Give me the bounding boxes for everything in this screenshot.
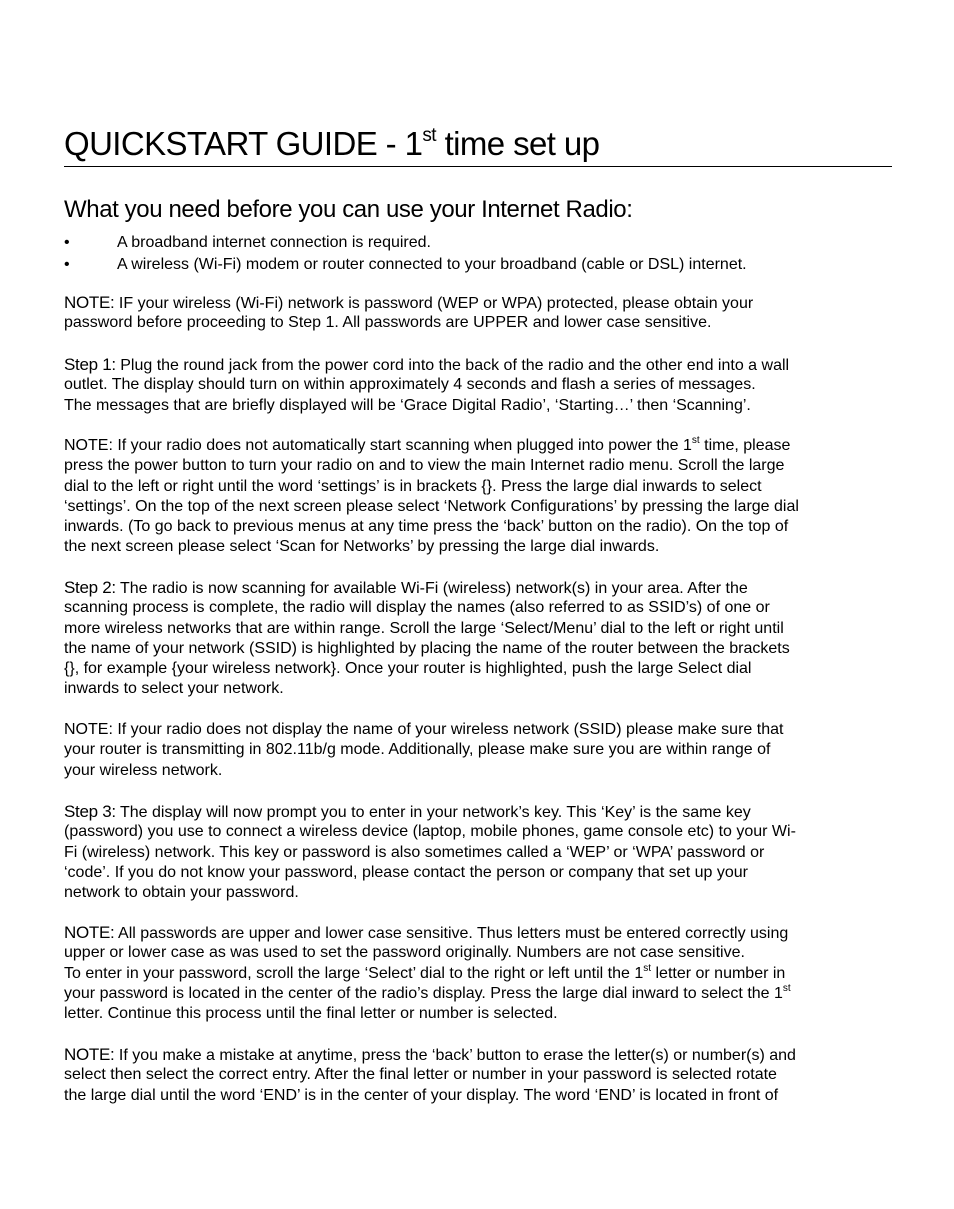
title-main: QUICKSTART GUIDE - 1 xyxy=(64,125,423,162)
text-line: {}, for example {your wireless network}. Once your router is highlighted, push the large Select dial xyxy=(64,660,752,678)
title-rest: time set up xyxy=(436,125,600,162)
section-heading: What you need before you can use your Internet Radio: xyxy=(64,196,633,223)
text-line: (password) you use to connect a wireless device (laptop, mobile phones, game console etc) to your Wi- xyxy=(64,823,796,841)
text-line: network to obtain your password. xyxy=(64,884,299,902)
bullet-icon: • xyxy=(64,256,70,273)
text-line: letter or number in xyxy=(651,964,786,982)
text-line: inwards. (To go back to previous menus at any time press the ‘back’ button on the radio). On the top of xyxy=(64,518,789,536)
text-line: Fi (wireless) network. This key or password is also sometimes called a ‘WEP’ or ‘WPA’ password or xyxy=(64,843,765,861)
text-line: your router is transmitting in 802.11b/g mode. Additionally, please make sure you are within range of xyxy=(64,741,771,759)
text-line: the large dial until the word ‘END’ is in the center of your display. The word ‘END’ is located in front of xyxy=(64,1086,779,1104)
note-label: NOTE: xyxy=(64,293,115,312)
note-ssid-paragraph xyxy=(64,720,892,781)
superscript: st xyxy=(691,435,700,446)
note-mistake-paragraph xyxy=(64,1045,892,1106)
superscript: st xyxy=(643,962,652,974)
step-label: Step 1: xyxy=(64,355,116,374)
text-line: the name of your network (SSID) is highlighted by placing the name of the router between the brackets xyxy=(64,639,790,657)
text-line: IF your wireless (Wi-Fi) network is password (WEP or WPA) protected, please obtain your xyxy=(114,295,754,312)
text-line: ‘code’. If you do not know your password, please contact the person or company that set up your xyxy=(64,863,748,881)
text-line: upper or lower case as was used to set the password originally. Numbers are not case sensitive. xyxy=(64,944,745,962)
list-item xyxy=(64,254,892,276)
note-label: NOTE: xyxy=(64,1045,115,1064)
text-line: NOTE: If your radio does not automatically start scanning when plugged into power the 1 xyxy=(64,437,692,454)
step-3-paragraph xyxy=(64,802,892,903)
text-line: outlet. The display should turn on within approximately 4 seconds and flash a series of messages. xyxy=(64,376,756,394)
bullet-icon: • xyxy=(64,234,70,251)
text-line: inwards to select your network. xyxy=(64,680,284,698)
list-item xyxy=(64,232,892,254)
text-line: All passwords are upper and lower case sensitive. Thus letters must be entered correctly using xyxy=(114,925,789,942)
step-label: Step 3: xyxy=(64,802,116,821)
note-scanning-paragraph xyxy=(64,436,892,558)
text-line: dial to the left or right until the word ‘settings’ is in brackets {}. Press the large dial inwards to select xyxy=(64,477,762,495)
step-label: Step 2: xyxy=(64,578,116,597)
text-line: scanning process is complete, the radio will display the names (also referred to as SSID’s) of one or xyxy=(64,599,770,617)
superscript: st xyxy=(782,982,791,994)
text-line: To enter in your password, scroll the large ‘Select’ dial to the right or left until the 1 xyxy=(64,964,644,982)
text-line: Plug the round jack from the power cord into the back of the radio and the other end into a wall xyxy=(115,357,790,374)
note-label: NOTE: xyxy=(64,923,115,942)
text-line: press the power button to turn your radio on and to view the main Internet radio menu. Scroll the large xyxy=(64,457,785,475)
step-1-paragraph xyxy=(64,355,892,416)
text-line: select then select the correct entry. After the final letter or number in your password is selected rotate xyxy=(64,1066,777,1084)
note-password-paragraph xyxy=(64,293,892,334)
list-item-text: A wireless (Wi-Fi) modem or router connected to your broadband (cable or DSL) internet. xyxy=(117,256,747,273)
page-title xyxy=(64,124,892,167)
text-line: your wireless network. xyxy=(64,761,223,779)
text-line: password before proceeding to Step 1. All passwords are UPPER and lower case sensitive. xyxy=(64,314,712,332)
text-line: ‘settings’. On the top of the next screen please select ‘Network Configurations’ by pressing the large dial xyxy=(64,497,799,515)
text-line: The radio is now scanning for available Wi-Fi (wireless) network(s) in your area. After the xyxy=(115,580,748,597)
text-line: letter. Continue this process until the final letter or number is selected. xyxy=(64,1005,558,1023)
text-line: time, please xyxy=(699,437,791,454)
title-superscript: st xyxy=(422,125,436,146)
text-line: The messages that are briefly displayed will be ‘Grace Digital Radio’, ‘Starting…’ then ‘Scanning’. xyxy=(64,396,751,414)
text-line: NOTE: If your radio does not display the name of your wireless network (SSID) please make sure that xyxy=(64,721,784,738)
requirements-list xyxy=(64,232,892,276)
step-2-paragraph xyxy=(64,578,892,700)
text-line: If you make a mistake at anytime, press the ‘back’ button to erase the letter(s) or number(s) and xyxy=(114,1047,796,1064)
list-item-text: A broadband internet connection is required. xyxy=(117,234,431,251)
text-line: more wireless networks that are within range. Scroll the large ‘Select/Menu’ dial to the left or right until xyxy=(64,619,784,637)
text-line: your password is located in the center of the radio’s display. Press the large dial inward to select the 1 xyxy=(64,984,783,1002)
text-line: the next screen please select ‘Scan for Networks’ by pressing the large dial inwards. xyxy=(64,538,660,556)
note-case-paragraph xyxy=(64,923,892,1024)
text-line: The display will now prompt you to enter in your network’s key. This ‘Key’ is the same key xyxy=(115,804,751,821)
